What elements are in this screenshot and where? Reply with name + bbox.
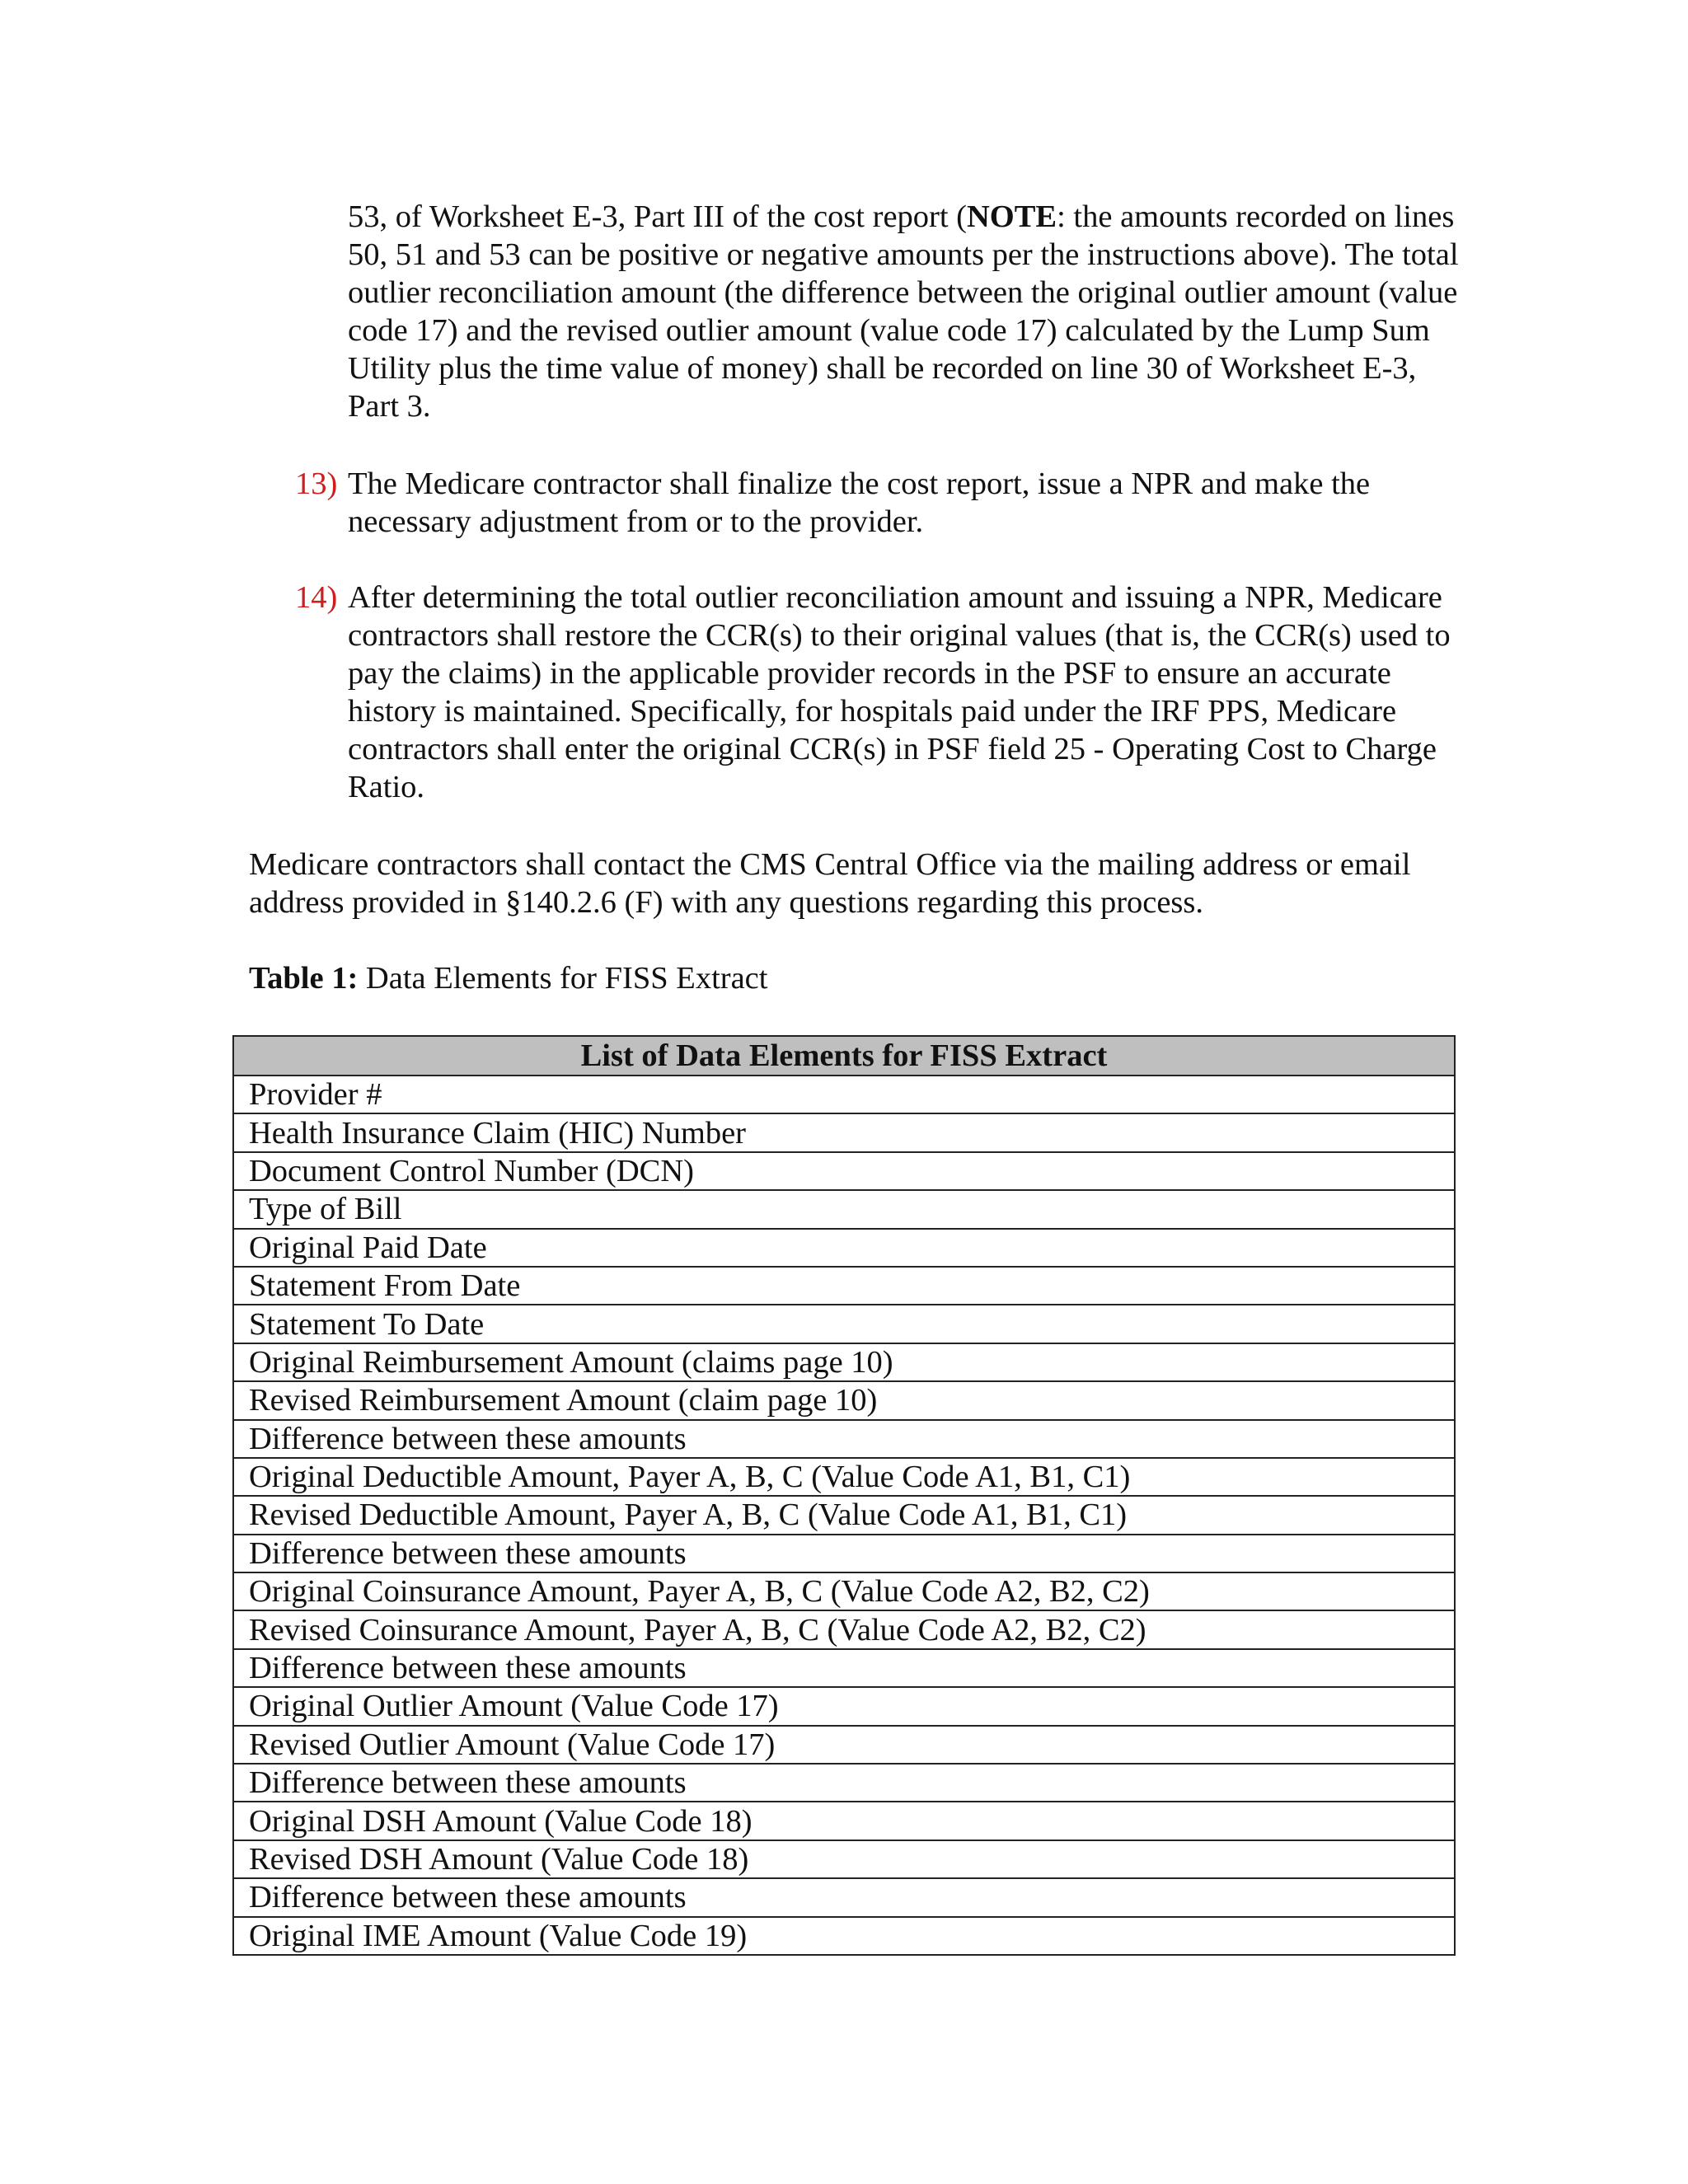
table-cell: Type of Bill bbox=[233, 1190, 1455, 1228]
table-cell: Difference between these amounts bbox=[233, 1878, 1455, 1916]
table-caption-label: Table 1: bbox=[249, 961, 359, 996]
table-row bbox=[233, 1458, 1455, 1496]
table-row bbox=[233, 1726, 1455, 1764]
contact-paragraph: Medicare contractors shall contact the CMS Central Office via the mailing address or email address provided in §140.2.6 (F) with any questions regarding this process. bbox=[249, 847, 1411, 920]
table-row bbox=[233, 1917, 1455, 1955]
table-cell: Difference between these amounts bbox=[233, 1764, 1455, 1802]
table-cell: Statement From Date bbox=[233, 1267, 1455, 1305]
data-elements-table bbox=[232, 1035, 1456, 1956]
paragraph-text-after-note: : the amounts recorded on lines 50, 51 and 53 can be positive or negative amounts per the instructions above). The total outlier reconciliation amount (the difference between the original outlier amount (value code 17) and the revised outlier amount (value code 17) calculated by the Lump Sum Utility plus the time value of money) shall be recorded on line 30 of Worksheet E-3, Part 3. bbox=[348, 199, 1459, 424]
table-cell: Revised Deductible Amount, Payer A, B, C (Value Code A1, B1, C1) bbox=[233, 1496, 1455, 1534]
table-row bbox=[233, 1572, 1455, 1610]
table-row bbox=[233, 1190, 1455, 1228]
table-row bbox=[233, 1802, 1455, 1840]
item-number-14: 14) bbox=[295, 580, 338, 615]
table-row bbox=[233, 1496, 1455, 1534]
item-text-14: After determining the total outlier reconciliation amount and issuing a NPR, Medicare contractors shall restore the CCR(s) to their original values (that is, the CCR(s) used to pay the claims) in the applicable provider records in the PSF to ensure an accurate history is maintained. Specifically, for hospitals paid under the IRF PPS, Medicare contractors shall enter the original CCR(s) in PSF field 25 - Operating Cost to Charge Ratio. bbox=[348, 580, 1451, 804]
table-row bbox=[233, 1267, 1455, 1305]
table-row bbox=[233, 1420, 1455, 1458]
table-row bbox=[233, 1610, 1455, 1648]
table-cell: Document Control Number (DCN) bbox=[233, 1152, 1455, 1190]
table-row bbox=[233, 1878, 1455, 1916]
table-cell: Original Outlier Amount (Value Code 17) bbox=[233, 1687, 1455, 1725]
table-row bbox=[233, 1229, 1455, 1267]
table-cell: Difference between these amounts bbox=[233, 1420, 1455, 1458]
table-cell: Original DSH Amount (Value Code 18) bbox=[233, 1802, 1455, 1840]
table-row bbox=[233, 1076, 1455, 1113]
item-number-13: 13) bbox=[295, 466, 338, 501]
table-cell: Revised Outlier Amount (Value Code 17) bbox=[233, 1726, 1455, 1764]
table-row bbox=[233, 1764, 1455, 1802]
table-cell: Original Deductible Amount, Payer A, B, C (Value Code A1, B1, C1) bbox=[233, 1458, 1455, 1496]
table-row bbox=[233, 1381, 1455, 1419]
table-row bbox=[233, 1343, 1455, 1381]
table-row bbox=[233, 1535, 1455, 1572]
table-cell: Original IME Amount (Value Code 19) bbox=[233, 1917, 1455, 1955]
table-cell: Original Paid Date bbox=[233, 1229, 1455, 1267]
table-cell: Health Insurance Claim (HIC) Number bbox=[233, 1113, 1455, 1151]
table-row bbox=[233, 1840, 1455, 1878]
table-header-row bbox=[233, 1036, 1455, 1076]
table-cell: Original Reimbursement Amount (claims page 10) bbox=[233, 1343, 1455, 1381]
table-row bbox=[233, 1152, 1455, 1190]
table-cell: Revised DSH Amount (Value Code 18) bbox=[233, 1840, 1455, 1878]
table-row bbox=[233, 1649, 1455, 1687]
table-row bbox=[233, 1113, 1455, 1151]
note-label: NOTE bbox=[967, 199, 1057, 234]
item-text-13: The Medicare contractor shall finalize the cost report, issue a NPR and make the necessary adjustment from or to the provider. bbox=[348, 466, 1371, 539]
table-row bbox=[233, 1687, 1455, 1725]
table-cell: Statement To Date bbox=[233, 1305, 1455, 1343]
table-cell: Revised Coinsurance Amount, Payer A, B, C (Value Code A2, B2, C2) bbox=[233, 1610, 1455, 1648]
continued-paragraph bbox=[348, 198, 1461, 425]
table-cell: Difference between these amounts bbox=[233, 1649, 1455, 1687]
table-caption bbox=[249, 959, 1461, 997]
table-row bbox=[233, 1305, 1455, 1343]
paragraph-text-before-note: 53, of Worksheet E-3, Part III of the cost report ( bbox=[348, 199, 967, 234]
table-cell: Difference between these amounts bbox=[233, 1535, 1455, 1572]
table-cell: Revised Reimbursement Amount (claim page 10) bbox=[233, 1381, 1455, 1419]
table-caption-text: Data Elements for FISS Extract bbox=[358, 961, 768, 996]
table-header-cell: List of Data Elements for FISS Extract bbox=[233, 1036, 1455, 1076]
table-cell: Provider # bbox=[233, 1076, 1455, 1113]
table-cell: Original Coinsurance Amount, Payer A, B, C (Value Code A2, B2, C2) bbox=[233, 1572, 1455, 1610]
